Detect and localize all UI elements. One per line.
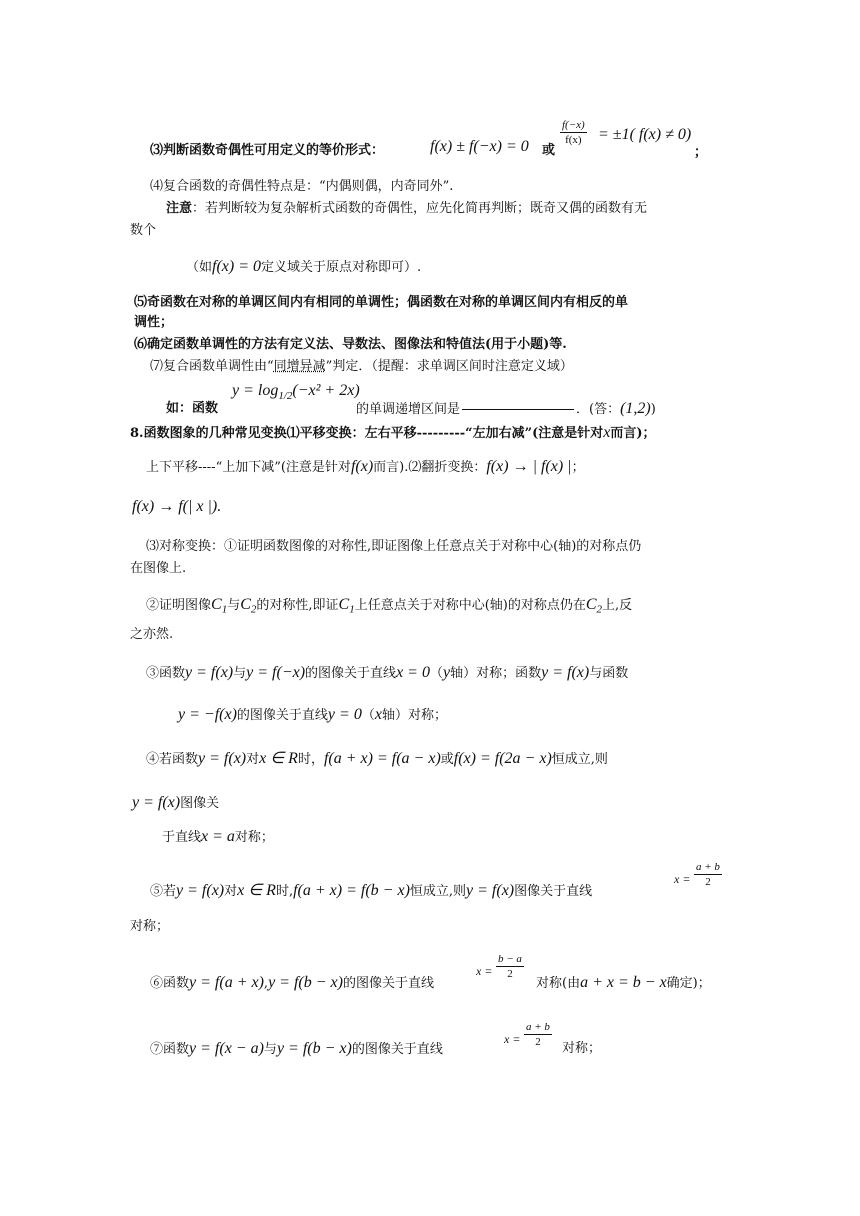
item-6-text: ⑹确定函数单调性的方法有定义法、导数法、图像法和特值法(用于小题)等.: [134, 337, 567, 352]
note-text-cont: 数个: [130, 223, 157, 238]
symmetry-6-fraction: $\frac{b - a}{2}$: [498, 953, 522, 980]
example-log-function: $y = \log_{1/2}(-x^2 + 2x)$: [232, 382, 360, 403]
symmetry-2-cont: 之亦然.: [130, 627, 174, 642]
translation-up-down: 上下平移----“上加下减”(注意是针对f(x)而言).⑵翻折变换：f(x) → | f(x) |；: [146, 458, 585, 475]
example-question: 的单调递增区间是 ．(答：(1,2)): [356, 400, 656, 417]
example-zero-function: （如f(x) = 0定义域关于原点对称即可）.: [186, 258, 422, 275]
symmetry-2: ②证明图像$C_1$与$C_2$的对称性,即证$C_1$上任意点关于对称中心(轴)的对称点仍在$C_2$上,反: [146, 596, 633, 616]
symmetry-7: ⑦函数y = f(x − a)与y = f(b − x)的图像关于直线: [150, 1040, 443, 1057]
symmetry-4-cont: y = f(x)图像关: [132, 794, 220, 811]
formula-ratio-condition: = ±1( f(x) ≠ 0): [598, 126, 692, 143]
symmetry-7-fraction: $\frac{a + b}{2}$: [526, 1021, 550, 1048]
note-text: 注意：若判断较为复杂解析式函数的奇偶性，应先化简再判断；既奇又偶的函数有无: [166, 201, 648, 216]
section-8-heading: 8.函数图象的几种常见变换⑴平移变换：左右平移---------“左加右减”(注意是针对x而言)；: [130, 424, 656, 441]
formula-odd-even-sum: f(x) ± f(−x) = 0: [430, 138, 529, 155]
item-3-heading: ⑶判断函数奇偶性可用定义的等价形式：: [150, 143, 385, 158]
item-7-text: ⑺复合函数单调性由“同增异减”判定．（提醒：求单调区间时注意定义域）: [150, 359, 573, 374]
semicolon: ；: [694, 145, 708, 160]
symmetry-5-fraction: $\frac{a + b}{2}$: [696, 861, 720, 888]
answer-blank: [462, 409, 574, 410]
fold-transform: f(x) → f(| x |).: [132, 498, 222, 515]
item-5-text-cont: 调性；: [134, 315, 174, 330]
symmetry-5-x-eq: x =: [674, 872, 691, 886]
symmetry-6-tail: 对称(由a + x = b − x确定)；: [536, 974, 711, 991]
symmetry-4-cont2: 于直线x = a对称；: [162, 828, 274, 845]
formula-fraction: $\frac{f(-x)}{f(x)}$: [562, 119, 585, 146]
item-5-text: ⑸奇函数在对称的单调区间内有相同的单调性；偶函数在对称的单调区间内有相反的单: [134, 295, 629, 310]
symmetry-7-x-eq: x =: [504, 1032, 521, 1046]
symmetry-3-cont: y = −f(x)的图像关于直线y = 0（x轴）对称；: [178, 706, 447, 723]
symmetry-5-cont: 对称；: [130, 919, 170, 934]
item-4-text: ⑷复合函数的奇偶性特点是：“内偶则偶，内奇同外”.: [150, 179, 454, 194]
symmetry-1: ⑶对称变换：①证明函数图像的对称性,即证图像上任意点关于对称中心(轴)的对称点仍: [146, 539, 642, 554]
symmetry-6: ⑥函数y = f(a + x),y = f(b − x)的图像关于直线: [150, 974, 434, 991]
symmetry-1-cont: 在图像上.: [130, 561, 187, 576]
symmetry-7-tail: 对称；: [562, 1041, 602, 1056]
symmetry-3: ③函数y = f(x)与y = f(−x)的图像关于直线x = 0（y轴）对称；函数y = f(x)与函数: [146, 664, 629, 681]
symmetry-5: ⑤若y = f(x)对x ∈ R时,f(a + x) = f(b − x)恒成立,则y = f(x)图像关于直线: [150, 882, 593, 899]
example-label: 如：函数: [166, 401, 219, 416]
symmetry-6-x-eq: x =: [476, 964, 493, 978]
symmetry-4: ④若函数y = f(x)对x ∈ R时，f(a + x) = f(a − x)或f(x) = f(2a − x)恒成立,则: [146, 750, 608, 767]
or-word: 或: [542, 143, 556, 158]
